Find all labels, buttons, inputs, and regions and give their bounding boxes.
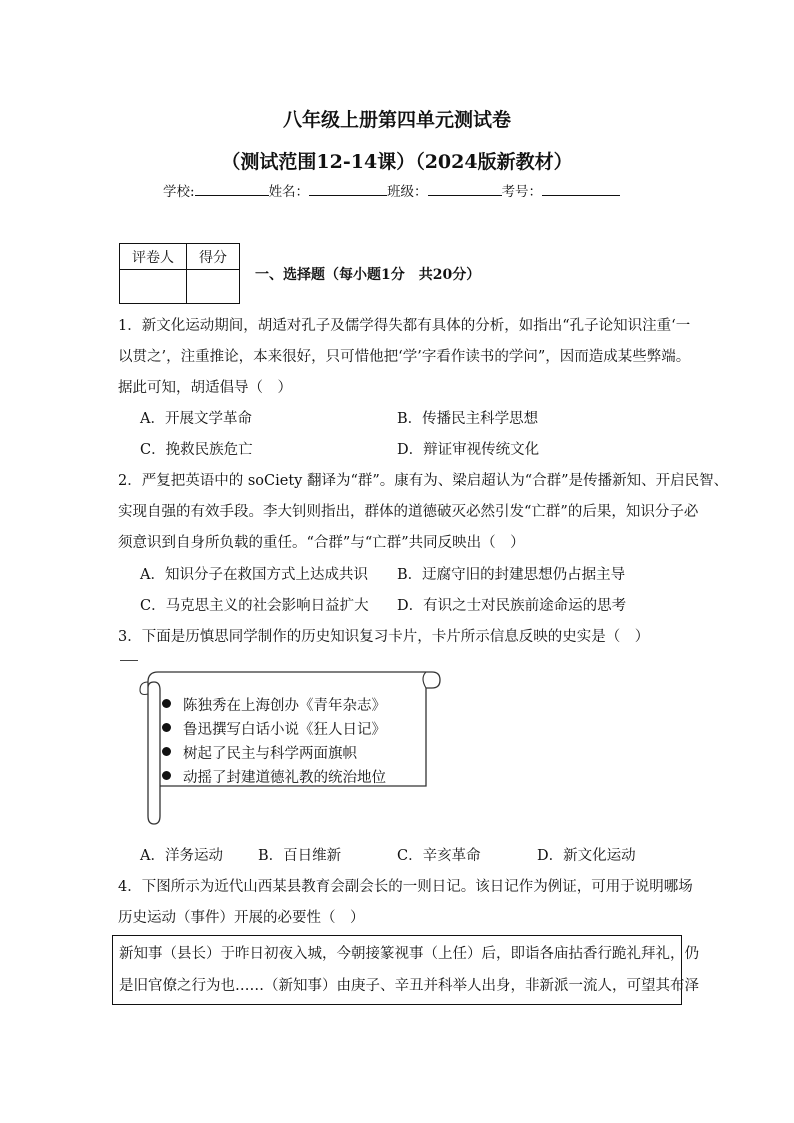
- score-cell[interactable]: [187, 270, 240, 304]
- q1-option-a[interactable]: A．开展文学革命: [140, 411, 252, 427]
- q2-option-d[interactable]: D．有识之士对民族前途命运的思考: [397, 598, 627, 614]
- q1-option-d[interactable]: D．辩证审视传统文化: [397, 442, 540, 458]
- q3-option-c[interactable]: C．辛亥革命: [397, 848, 481, 864]
- name-label: 姓名：: [268, 184, 310, 200]
- exam-subtitle: （测试范围12-14课）（2024版新教材）: [221, 151, 573, 173]
- grader-score-table: [119, 243, 240, 304]
- name-blank[interactable]: [309, 182, 387, 196]
- q1-line-2: 以贯之’，注重推论，本来很好，只可惜他把‘学’字看作读书的学问”，因而造成某些弊端。: [118, 349, 691, 365]
- q1-option-c[interactable]: C．挽救民族危亡: [140, 442, 253, 458]
- grader-cell[interactable]: [120, 270, 187, 304]
- school-blank[interactable]: [195, 182, 269, 196]
- q3-option-d[interactable]: D．新文化运动: [537, 848, 636, 864]
- card-item-1: 陈独秀在上海创办《青年杂志》: [183, 698, 386, 714]
- bullet-icon: [162, 771, 171, 780]
- q1-line-3: 据此可知，胡适倡导（ ）: [118, 380, 292, 396]
- score-header: 得分: [187, 244, 240, 270]
- q3-option-b[interactable]: B．百日维新: [258, 848, 342, 864]
- bullet-icon: [162, 699, 171, 708]
- q4-line-2: 历史运动（事件）开展的必要性（ ）: [118, 910, 365, 926]
- q4-line-1: 4．下图所示为近代山西某县教育会副会长的一则日记。该日记作为例证，可用于说明哪场: [118, 879, 693, 895]
- bullet-icon: [162, 723, 171, 732]
- student-info-line: [163, 180, 620, 200]
- q2-line-3: 须意识到自身所负载的重任。“合群”与“亡群”共同反映出（ ）: [118, 535, 525, 551]
- small-rule: [120, 660, 138, 661]
- q3-line-1: 3．下面是历慎思同学制作的历史知识复习卡片，卡片所示信息反映的史实是（ ）: [118, 629, 650, 645]
- q2-line-2: 实现自强的有效手段。李大钊则指出，群体的道德破灭必然引发“亡群”的后果，知识分子必: [118, 504, 699, 520]
- exam-number-label: 考号：: [501, 184, 543, 200]
- card-item-4: 动摇了封建道德礼教的统治地位: [183, 770, 386, 786]
- q3-option-a[interactable]: A．洋务运动: [140, 848, 223, 864]
- diary-line-1: 新知事（县长）于昨日初夜入城，今朝接篆视事（上任）后，即诣各庙拈香行跪礼拜礼，仍: [119, 946, 699, 962]
- q2-option-a[interactable]: A．知识分子在救国方式上达成共识: [140, 567, 368, 583]
- q1-line-1: 1．新文化运动期间，胡适对孔子及儒学得失都有具体的分析，如指出“孔子论知识注重‘一: [118, 318, 691, 334]
- bullet-icon: [162, 747, 171, 756]
- school-label: 学校:: [163, 184, 195, 200]
- q2-option-c[interactable]: C．马克思主义的社会影响日益扩大: [140, 598, 369, 614]
- diary-line-2: 是旧官僚之行为也……（新知事）由庚子、辛丑并科举人出身，非新派一流人，可望其布泽: [119, 978, 699, 994]
- q2-line-1: 2．严复把英语中的 soCiety 翻译为“群”。康有为、梁启超认为“合群”是传播新知、开启民智、: [118, 473, 729, 489]
- card-item-3: 树起了民主与科学两面旗帜: [183, 746, 357, 762]
- card-item-2: 鲁迅撰写白话小说《狂人日记》: [183, 722, 386, 738]
- class-blank[interactable]: [428, 182, 502, 196]
- q2-option-b[interactable]: B．迂腐守旧的封建思想仍占据主导: [397, 567, 626, 583]
- q1-option-b[interactable]: B．传播民主科学思想: [397, 411, 539, 427]
- exam-number-blank[interactable]: [542, 182, 620, 196]
- grader-header: 评卷人: [120, 244, 187, 270]
- exam-title: 八年级上册第四单元测试卷: [282, 109, 511, 131]
- section-heading: 一、选择题（每小题1分 共20分）: [255, 267, 481, 283]
- class-label: 班级：: [387, 184, 428, 200]
